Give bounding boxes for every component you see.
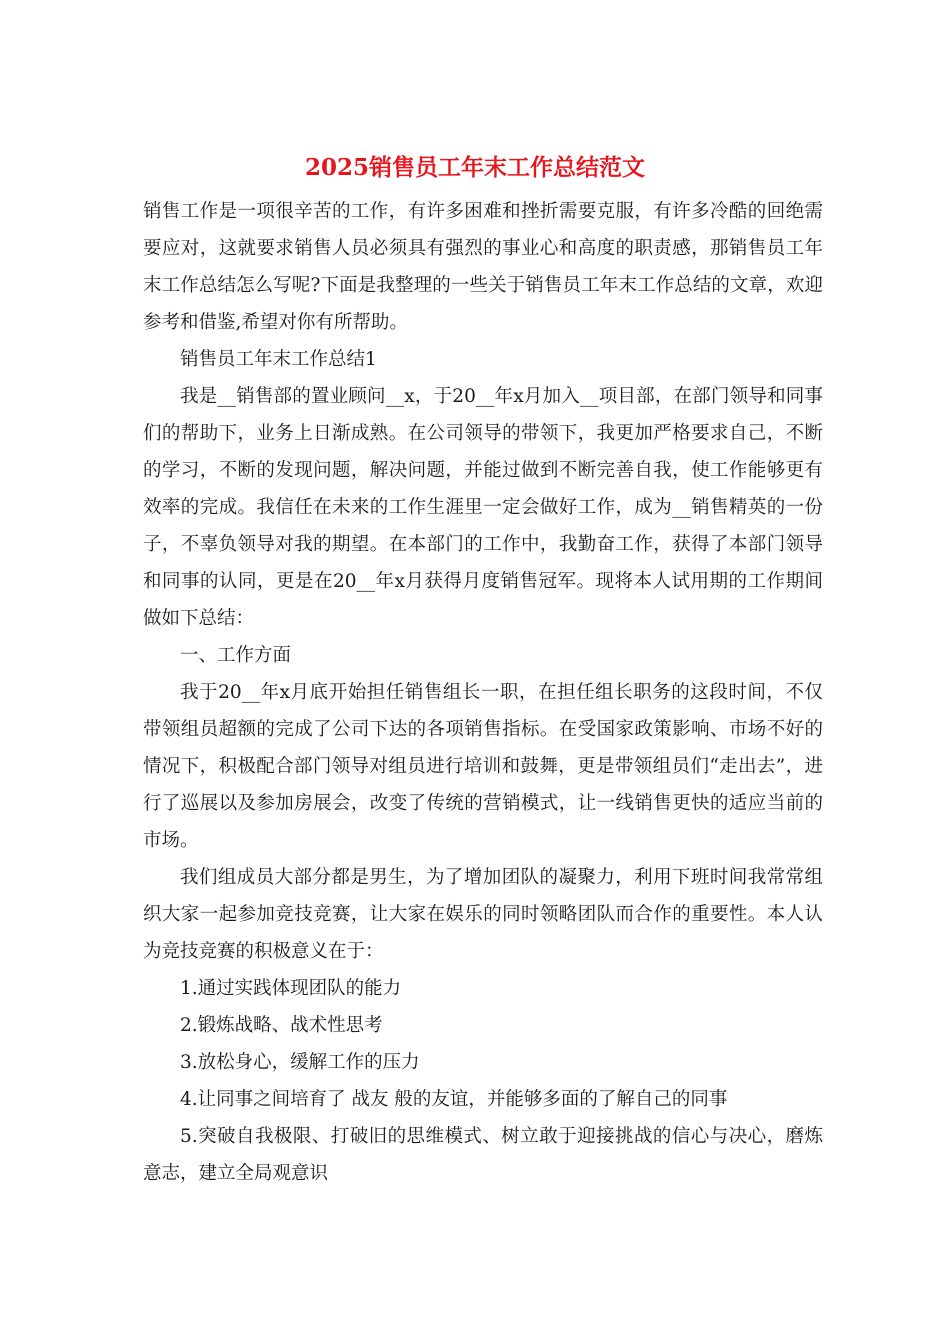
intro-paragraph: 销售工作是一项很辛苦的工作，有许多困难和挫折需要克服，有许多冷酷的回绝需要应对，这就要求销售人员必须具有强烈的事业心和高度的职责感，那销售员工年末工作总结怎么写呢?下面是我整理的一些关于销售员工年末工作总结的文章，欢迎参考和借鉴,希望对你有所帮助。 (143, 201, 823, 333)
team-leader-paragraph: 我于20__年x月底开始担任销售组长一职，在担任组长职务的这段时间，不仅带领组员超额的完成了公司下达的各项销售指标。在受国家政策影响、市场不好的情况下，积极配合部门领导对组员进行培训和鼓舞，更是带领组员们“走出去”，进行了巡展以及参加房展会，改变了传统的营销模式，让一线销售更快的适应当前的市场。 (143, 682, 823, 851)
section-heading-summary-1: 销售员工年末工作总结1 (180, 349, 377, 370)
list-item: 4.让同事之间培育了 战友 般的友谊，并能够多面的了解自己的同事 (180, 1089, 728, 1110)
team-activity-paragraph: 我们组成员大部分都是男生，为了增加团队的凝聚力，利用下班时间我常常组织大家一起参加竞技竞赛，让大家在娱乐的同时领略团队而合作的重要性。本人认为竞技竞赛的积极意义在于： (143, 867, 823, 962)
document-title: 2025销售员工年末工作总结范文 (304, 154, 645, 181)
document-body (143, 193, 823, 1192)
section-heading-work: 一、工作方面 (180, 645, 292, 666)
list-item: 1.通过实践体现团队的能力 (180, 978, 402, 999)
list-item: 2.锻炼战略、战术性思考 (180, 1015, 383, 1036)
self-introduction-paragraph: 我是__销售部的置业顾问__x，于20__年x月加入__项目部，在部门领导和同事们的帮助下，业务上日渐成熟。在公司领导的带领下，我更加严格要求自己，不断的学习，不断的发现问题，解决问题，并能过做到不断完善自我，使工作能够更有效率的完成。我信任在未来的工作生涯里一定会做好工作，成为__销售精英的一份子，不辜负领导对我的期望。在本部门的工作中，我勤奋工作，获得了本部门领导和同事的认同，更是在20__年x月获得月度销售冠军。现将本人试用期的工作期间做如下总结： (143, 386, 823, 629)
list-item: 5.突破自我极限、打破旧的思维模式、树立敢于迎接挑战的信心与决心，磨炼意志，建立全局观意识 (143, 1126, 823, 1184)
list-item: 3.放松身心，缓解工作的压力 (180, 1052, 420, 1073)
